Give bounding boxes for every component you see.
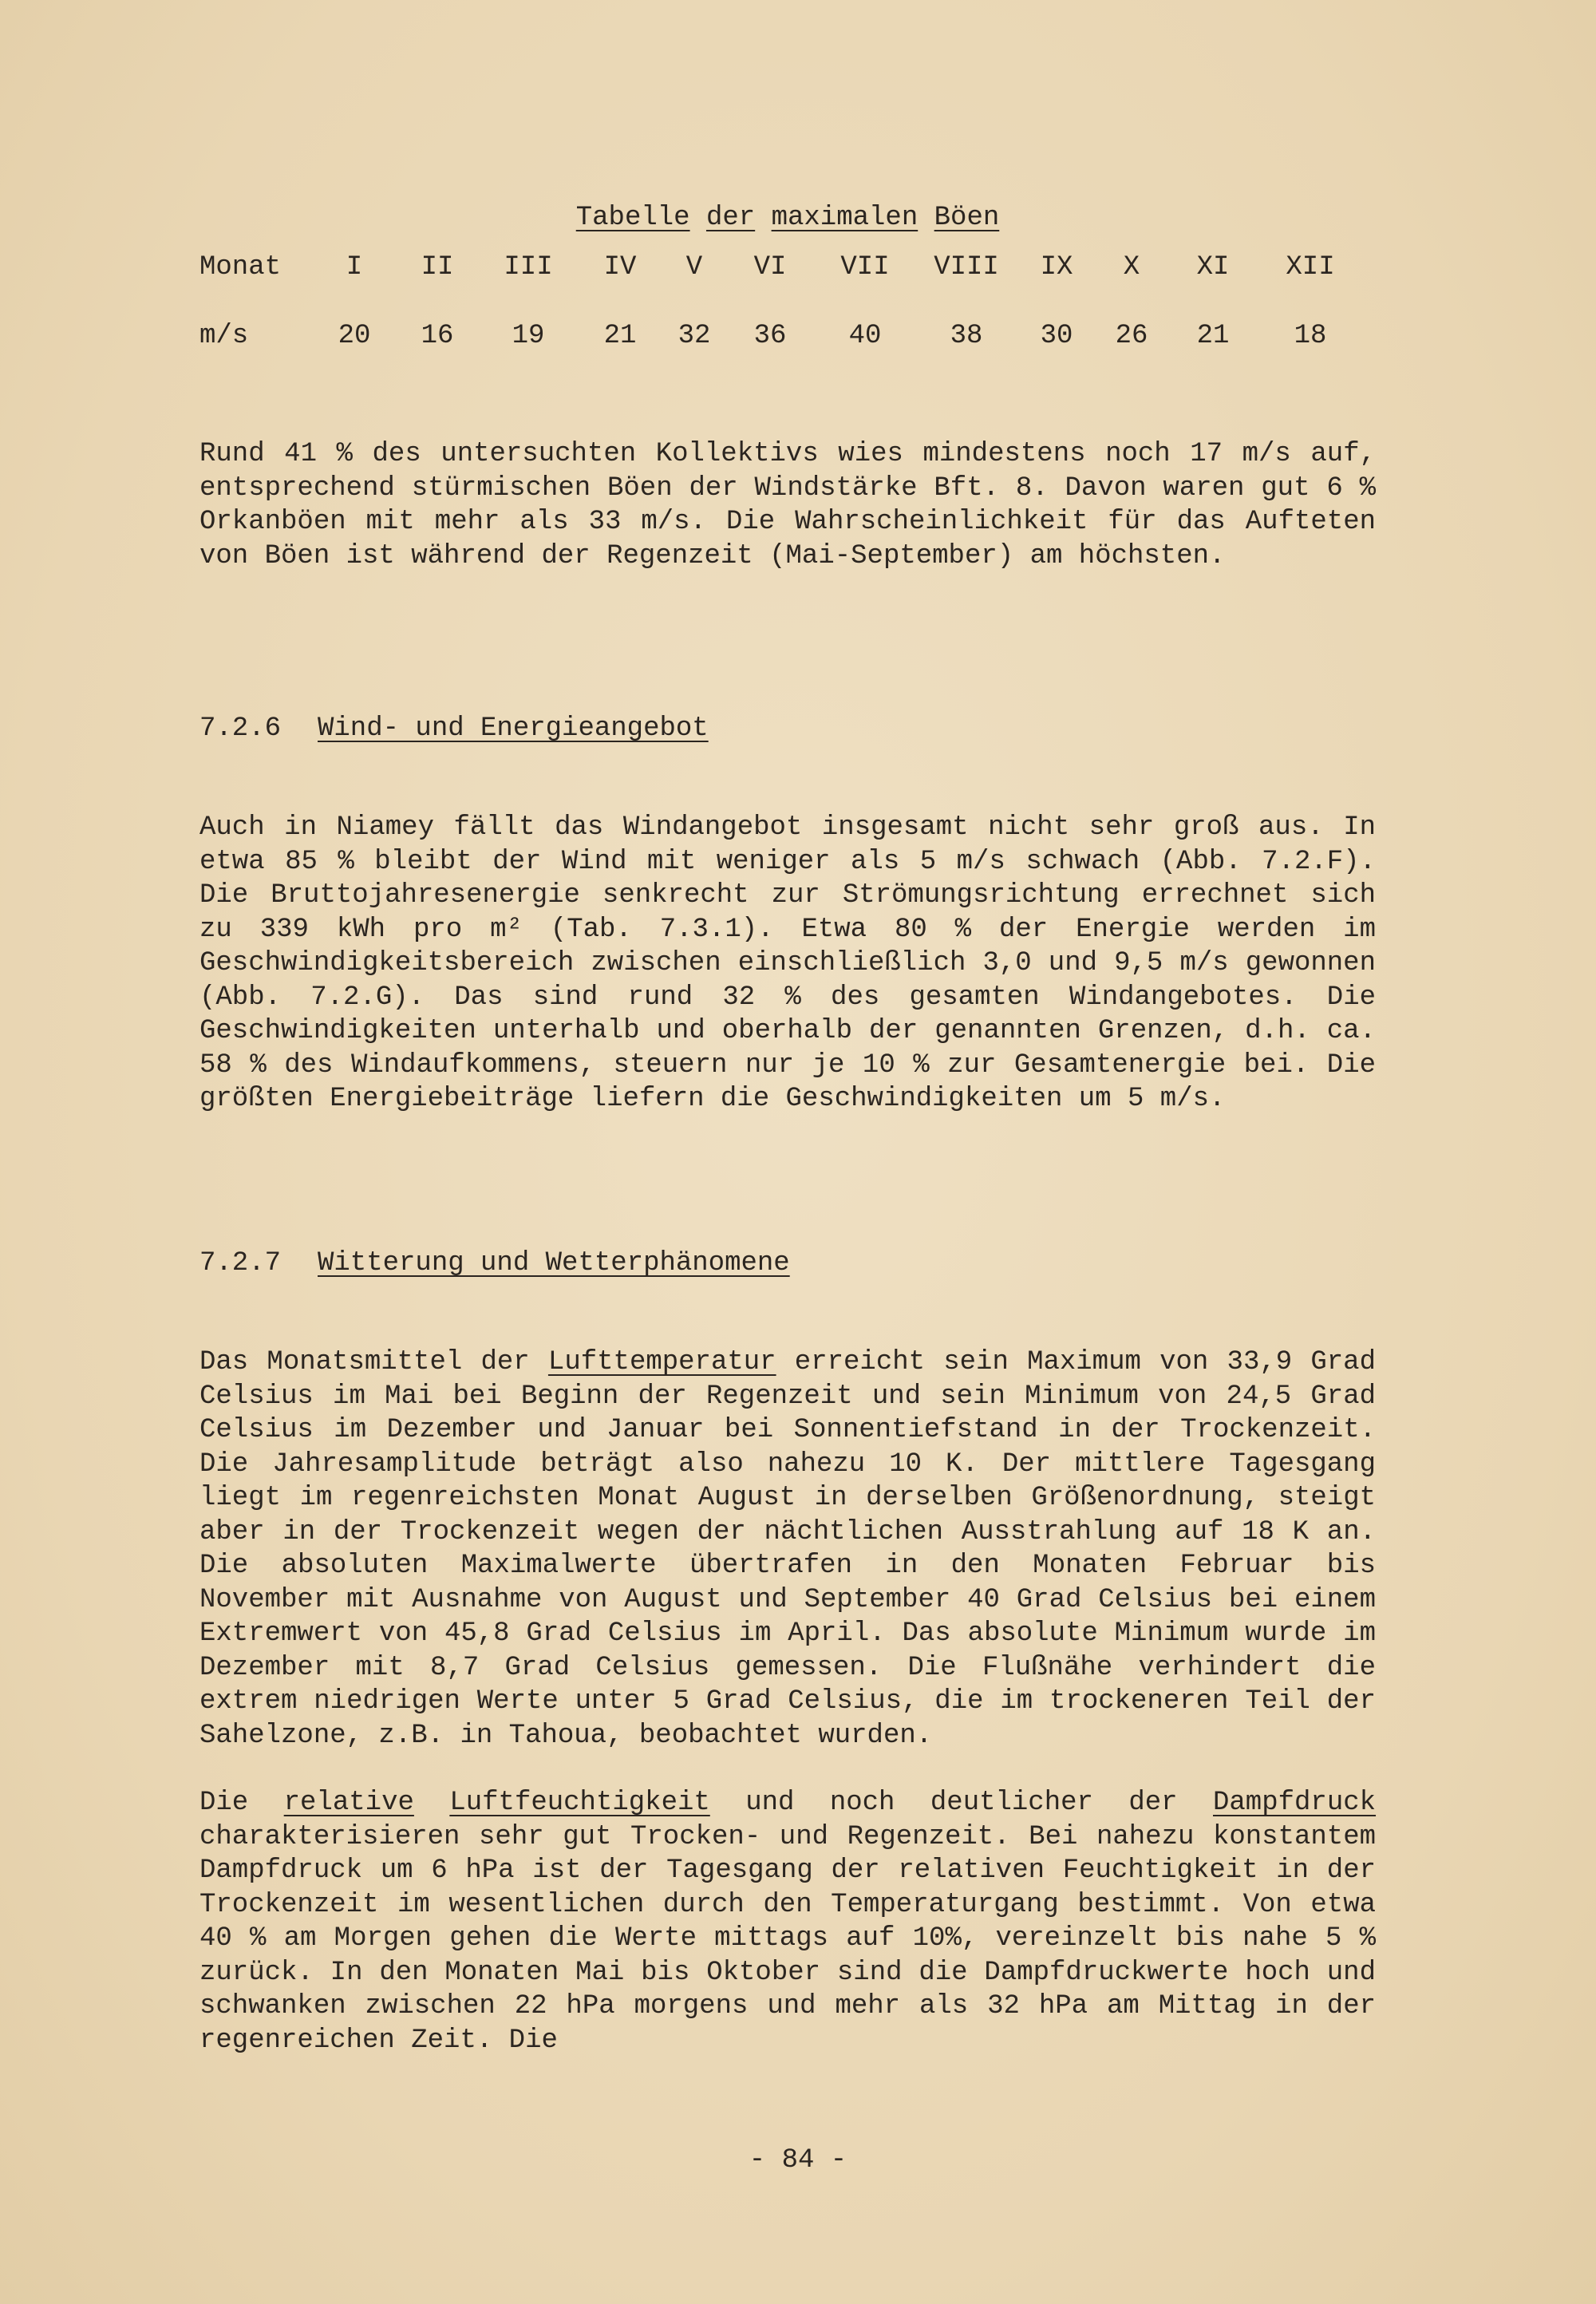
text-run: Das Monatsmittel der [200,1347,530,1377]
term-luftfeuchtigkeit: Luftfeuchtigkeit [449,1788,710,1818]
section-heading-727 [200,1247,1376,1281]
month-cell: III [504,251,553,283]
value-cell: 18 [1294,320,1327,351]
humidity-paragraph [200,1786,1376,2057]
gust-table-block [200,201,1376,401]
text-run: charakterisieren sehr gut Trocken- und Regenzeit. Bei nahezu konstantem Dampfdruck um 6 hPa ist der Tagesgang der relativen Feuchtigkeit in der Trockenzeit im wesentlichen durch den Temperaturgang bestimmt. Von etwa 40 % am Morgen gehen die Werte mittags auf 10%, vereinzelt bis nahe 5 % zurück. In den Monaten Mai bis Oktober sind die Dampfdruckwerte hoch und schwanken zwischen 22 hPa morgens und mehr als 32 hPa am Mittag in der regenreichen Zeit. Die [200,1821,1376,2056]
term-relative: relative [283,1788,414,1818]
gust-paragraph: Rund 41 % des untersuchten Kollektivs wies mindestens noch 17 m/s auf, entsprechend stürmischen Böen der Windstärke Bft. 8. Davon waren gut 6 % Orkanböen mit mehr als 33 m/s. Die Wahrscheinlichkeit für das Aufteten von Böen ist während der Regenzeit (Mai-September) am höchsten. [200,439,1376,571]
value-cell: 21 [603,320,637,351]
table-title-word: Tabelle [575,203,690,233]
section-title: Witterung und Wetterphänomene [318,1248,790,1278]
value-cell: 40 [848,320,882,351]
month-cell: VI [753,251,787,283]
month-cell: VII [840,251,890,283]
term-dampfdruck: Dampfdruck [1213,1788,1377,1818]
month-cell: XI [1196,251,1230,283]
month-cell: I [346,251,363,283]
section-726-body-block [200,811,1376,1116]
month-cell: IV [603,251,637,283]
row-label-month: Monat [200,251,282,283]
value-cell: 38 [950,320,983,351]
section-726-paragraph: Auch in Niamey fällt das Windangebot insgesamt nicht sehr groß aus. In etwa 85 % bleibt der Wind mit weniger als 5 m/s schwach (Abb. 7.2.F). Die Bruttojahresenergie senkrecht zur Strömungsrichtung errechnet sich zu 339 kWh pro m² (Tab. 7.3.1). Etwa 80 % der Energie werden im Geschwindigkeitsbereich zwischen einschließlich 3,0 und 9,5 m/s gewonnen (Abb. 7.2.G). Das sind rund 32 % des gesamten Windangebotes. Die Geschwindigkeiten unterhalb und oberhalb der genannten Grenzen, d.h. ca. 58 % des Windaufkommens, steuern nur je 10 % zur Gesamtenergie bei. Die größten Energiebeiträge liefern die Geschwindigkeiten um 5 m/s. [200,812,1376,1114]
table-title-word: Böen [934,203,1000,233]
section-title: Wind- und Energieangebot [318,713,709,744]
month-cell: II [421,251,454,283]
table-title-word: maximalen [771,203,918,233]
page-number: - 84 - [749,2145,847,2176]
table-title-word: der [705,203,756,233]
month-cell: X [1123,251,1140,283]
value-cell: 20 [338,320,371,351]
value-cell: 26 [1115,320,1148,351]
table-title [200,201,1376,235]
value-cell: 19 [512,320,545,351]
gust-table [200,233,1360,370]
month-cell: IX [1040,251,1073,283]
month-cell: XII [1286,251,1335,283]
section-heading-726 [200,712,1376,746]
section-727-body-block [200,1346,1376,2057]
section-number: 7.2.7 [200,1248,282,1278]
temperature-paragraph [200,1346,1376,1753]
value-cell: 32 [678,320,711,351]
value-cell: 21 [1196,320,1230,351]
month-cell: V [685,251,703,283]
value-cell: 30 [1040,320,1073,351]
value-cell: 36 [753,320,787,351]
text-run: Die [200,1788,249,1818]
text-run: erreicht sein Maximum von 33,9 Grad Celsius im Mai bei Beginn der Regenzeit und sein Minimum von 24,5 Grad Celsius im Dezember und Januar bei Sonnentiefstand in der Trockenzeit. Die Jahresamplitude beträgt also nahezu 10 K. Der mittlere Tagesgang liegt im regenreichsten Monat August in derselben Größenordnung, steigt aber in der Trockenzeit wegen der nächtlichen Ausstrahlung auf 18 K an. Die absoluten Maximalwerte übertrafen in den Monaten Februar bis November mit Ausnahme von August und September 40 Grad Celsius bei einem Extremwert von 45,8 Grad Celsius im April. Das absolute Minimum wurde im Dezember mit 8,7 Grad Celsius gemessen. Die Flußnähe verhindert die extrem niedrigen Werte unter 5 Grad Celsius, die im trockeneren Teil der Sahelzone, z.B. in Tahoua, beobachtet wurden. [200,1347,1376,1751]
text-run: und noch deutlicher der [745,1788,1178,1818]
gust-paragraph-block [200,437,1376,573]
value-cell: 16 [421,320,454,351]
table-row-months [200,233,1360,302]
table-row-values [200,302,1360,370]
term-lufttemperatur: Lufttemperatur [547,1347,776,1377]
row-label-unit: m/s [200,320,249,351]
section-number: 7.2.6 [200,713,282,744]
month-cell: VIII [934,251,999,283]
